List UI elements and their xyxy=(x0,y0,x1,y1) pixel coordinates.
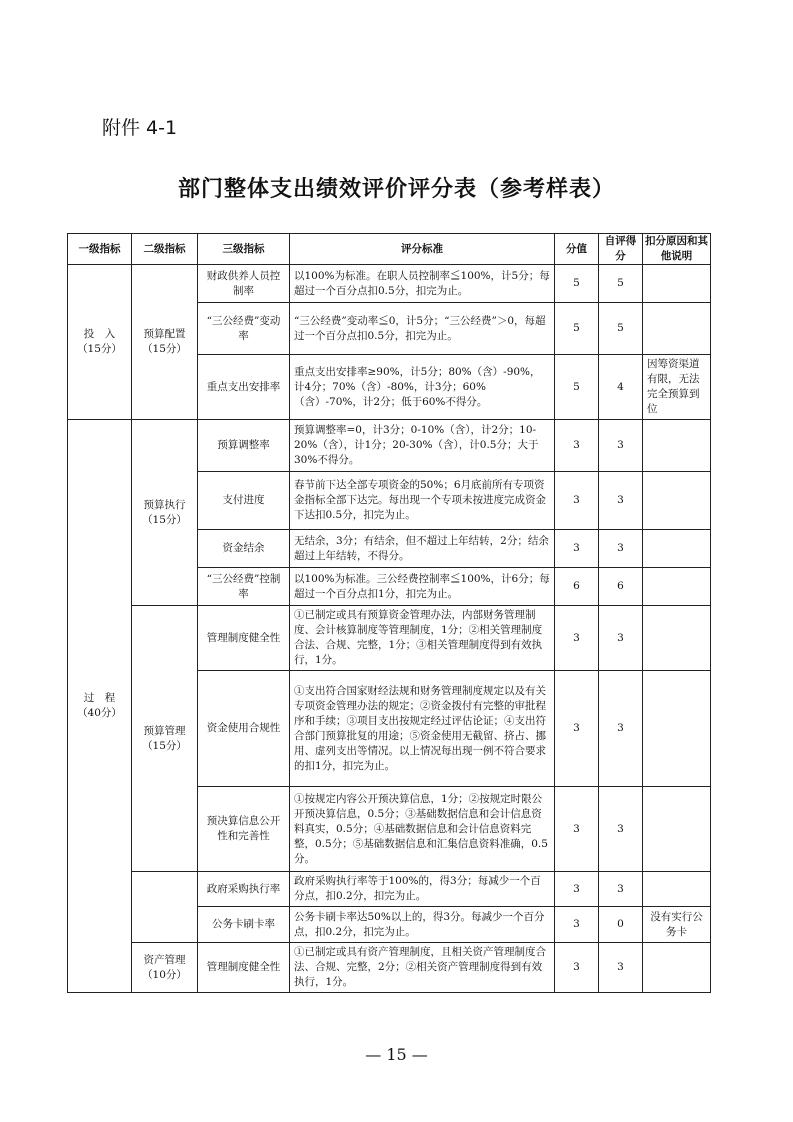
cell-score: 5 xyxy=(555,303,599,355)
group-budget-mgmt: 预算管理（15分） xyxy=(132,606,198,872)
cell-self-score: 3 xyxy=(599,872,643,907)
header-standard: 评分标准 xyxy=(290,234,555,265)
cell-self-score: 3 xyxy=(599,943,643,993)
cell-score: 3 xyxy=(555,420,599,472)
cell-reason xyxy=(643,303,711,355)
cell-reason xyxy=(643,671,711,787)
cell-self-score: 3 xyxy=(599,530,643,568)
cell-standard: 以100%为标准。三公经费控制率≦100%，计6分；每超过一个百分点扣1分，扣完为止。 xyxy=(290,568,555,606)
table-row xyxy=(68,265,711,303)
cell-l3: 财政供养人员控制率 xyxy=(198,265,290,303)
cell-self-score: 0 xyxy=(599,907,643,943)
cell-standard: 公务卡刷卡率达50%以上的，得3分。每减少一个百分点，扣0.2分，扣完为止。 xyxy=(290,907,555,943)
cell-score: 6 xyxy=(555,568,599,606)
cell-reason xyxy=(643,472,711,530)
cell-standard: ①已制定或具有资产管理制度，且相关资产管理制度合法、合规、完整，2分；②相关资产管理制度得到有效执行，1分。 xyxy=(290,943,555,993)
cell-score: 3 xyxy=(555,943,599,993)
cell-standard: ①按规定内容公开预决算信息，1分；②按规定时限公开预决算信息，0.5分；③基础数据信息和会计信息资料真实，0.5分；④基础数据信息和会计信息资料完整，0.5分；⑤基础数据信息和汇集信息资料准确，0.5分。 xyxy=(290,787,555,872)
group-input: 投 入（15分） xyxy=(68,265,132,420)
group-asset-mgmt: 资产管理（10分） xyxy=(132,943,198,993)
cell-score: 5 xyxy=(555,355,599,420)
header-score: 分值 xyxy=(555,234,599,265)
cell-l3: 资金结余 xyxy=(198,530,290,568)
cell-standard: 以100%为标准。在职人员控制率≦100%，计5分；每超过一个百分点扣0.5分，扣完为止。 xyxy=(290,265,555,303)
header-l1: 一级指标 xyxy=(68,234,132,265)
cell-l3: “三公经费”变动率 xyxy=(198,303,290,355)
cell-l3: 管理制度健全性 xyxy=(198,606,290,671)
cell-standard: ①已制定或具有预算资金管理办法，内部财务管理制度、会计核算制度等管理制度，1分；②相关管理制度合法、合规、完整，1分；③相关管理制度得到有效执行，1分。 xyxy=(290,606,555,671)
cell-score: 3 xyxy=(555,472,599,530)
cell-l3: 公务卡刷卡率 xyxy=(198,907,290,943)
cell-reason xyxy=(643,872,711,907)
cell-reason: 没有实行公务卡 xyxy=(643,907,711,943)
attachment-label: 附件 4-1 xyxy=(102,117,178,139)
cell-reason: 因筹资渠道有限，无法完全预算到位 xyxy=(643,355,711,420)
cell-standard: ①支出符合国家财经法规和财务管理制度规定以及有关专项资金管理办法的规定；②资金拨付有完整的审批程序和手续；③项目支出按规定经过评估论证；④支出符合部门预算批复的用途；⑤资金使用无截留、挤占、挪用、虚列支出等情况。以上情况每出现一例不符合要求的扣1分，扣完为止。 xyxy=(290,671,555,787)
cell-l3: 资金使用合规性 xyxy=(198,671,290,787)
cell-l3: 预算调整率 xyxy=(198,420,290,472)
cell-self-score: 4 xyxy=(599,355,643,420)
cell-standard: 预算调整率=0，计3分；0-10%（含），计2分；10-20%（含），计1分；20-30%（含），计0.5分；大于30%不得分。 xyxy=(290,420,555,472)
cell-reason xyxy=(643,420,711,472)
cell-l3: 政府采购执行率 xyxy=(198,872,290,907)
header-self-score: 自评得分 xyxy=(599,234,643,265)
page-number: — 15 — xyxy=(365,1045,428,1064)
table-row xyxy=(68,606,711,671)
cell-score: 5 xyxy=(555,265,599,303)
header-reason: 扣分原因和其他说明 xyxy=(643,234,711,265)
cell-self-score: 5 xyxy=(599,303,643,355)
group-empty xyxy=(132,872,198,943)
cell-score: 3 xyxy=(555,787,599,872)
header-l3: 三级指标 xyxy=(198,234,290,265)
cell-standard: “三公经费”变动率≦0，计5分；“三公经费”＞0，每超过一个百分点扣0.5分，扣完为止。 xyxy=(290,303,555,355)
group-budget-exec: 预算执行（15分） xyxy=(132,420,198,606)
cell-self-score: 3 xyxy=(599,606,643,671)
cell-l3: 预决算信息公开性和完善性 xyxy=(198,787,290,872)
cell-self-score: 6 xyxy=(599,568,643,606)
cell-reason xyxy=(643,265,711,303)
cell-self-score: 3 xyxy=(599,420,643,472)
cell-score: 3 xyxy=(555,907,599,943)
cell-self-score: 3 xyxy=(599,787,643,872)
cell-score: 3 xyxy=(555,530,599,568)
cell-l3: 支付进度 xyxy=(198,472,290,530)
cell-l3: 管理制度健全性 xyxy=(198,943,290,993)
header-l2: 二级指标 xyxy=(132,234,198,265)
cell-l3: 重点支出安排率 xyxy=(198,355,290,420)
cell-score: 3 xyxy=(555,606,599,671)
cell-score: 3 xyxy=(555,671,599,787)
cell-self-score: 3 xyxy=(599,472,643,530)
group-process: 过 程（40分） xyxy=(68,420,132,993)
cell-standard: 政府采购执行率等于100%的，得3分；每减少一个百分点，扣0.2分，扣完为止。 xyxy=(290,872,555,907)
table-header-row xyxy=(68,234,711,265)
cell-standard: 无结余，3分；有结余，但不超过上年结转，2分；结余超过上年结转，不得分。 xyxy=(290,530,555,568)
cell-self-score: 5 xyxy=(599,265,643,303)
table-row xyxy=(68,872,711,907)
cell-reason xyxy=(643,606,711,671)
cell-reason xyxy=(643,787,711,872)
cell-standard: 春节前下达全部专项资金的50%；6月底前所有专项资金指标全部下达完。每出现一个专项未按进度完成资金下达扣0.5分，扣完为止。 xyxy=(290,472,555,530)
cell-reason xyxy=(643,530,711,568)
cell-standard: 重点支出安排率≥90%，计5分；80%（含）-90%，计4分；70%（含）-80%，计3分；60%（含）-70%，计2分；低于60%不得分。 xyxy=(290,355,555,420)
scoring-table xyxy=(67,233,711,993)
cell-reason xyxy=(643,568,711,606)
cell-score: 3 xyxy=(555,872,599,907)
cell-l3: “三公经费”控制率 xyxy=(198,568,290,606)
group-budget-config: 预算配置（15分） xyxy=(132,265,198,420)
cell-reason xyxy=(643,943,711,993)
table-row xyxy=(68,420,711,472)
cell-self-score: 3 xyxy=(599,671,643,787)
table-row xyxy=(68,943,711,993)
page-title: 部门整体支出绩效评价评分表（参考样表） xyxy=(177,176,615,202)
